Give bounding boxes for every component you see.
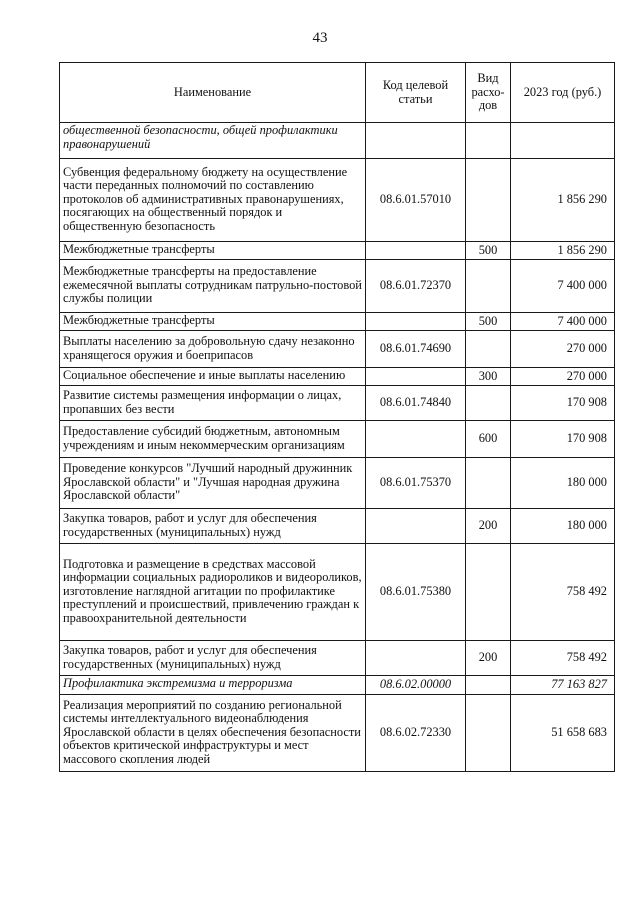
row-type-cell: 300 [466,368,511,386]
row-type-cell [466,123,511,159]
row-type-cell: 200 [466,509,511,544]
row-name-cell: Проведение конкурсов "Лучший народный дружинник Ярославской области" и "Лучшая народная дружина Ярославской области" [60,458,366,509]
row-code-cell: 08.6.01.74840 [366,386,466,421]
row-code-cell: 08.6.02.72330 [366,695,466,772]
row-type-cell: 200 [466,641,511,676]
table-row [60,260,615,313]
row-type-cell [466,260,511,313]
row-amount-cell: 180 000 [511,458,615,509]
row-amount-cell: 1 856 290 [511,242,615,260]
table-row [60,695,615,772]
table-row [60,386,615,421]
row-code-cell [366,421,466,458]
table-row [60,331,615,368]
page-number: 43 [312,30,328,46]
row-name-cell: Закупка товаров, работ и услуг для обеспечения государственных (муниципальных) нужд [60,509,366,544]
table-row [60,458,615,509]
row-name-cell: Межбюджетные трансферты [60,242,366,260]
table-row [60,242,615,260]
row-type-cell [466,386,511,421]
row-type-cell: 600 [466,421,511,458]
column-header-name: Наименование [60,63,366,123]
table-row [60,368,615,386]
row-code-cell: 08.6.01.57010 [366,159,466,242]
table-row [60,544,615,641]
row-type-cell [466,676,511,695]
table-row [60,313,615,331]
row-name-cell: общественной безопасности, общей профилактики правонарушений [60,123,366,159]
row-amount-cell: 1 856 290 [511,159,615,242]
table-row [60,421,615,458]
row-amount-cell: 170 908 [511,386,615,421]
column-header-amount: 2023 год (руб.) [511,63,615,123]
row-amount-cell: 180 000 [511,509,615,544]
row-amount-cell: 51 658 683 [511,695,615,772]
row-type-cell: 500 [466,313,511,331]
row-amount-cell: 7 400 000 [511,260,615,313]
row-name-cell: Развитие системы размещения информации о лицах, пропавших без вести [60,386,366,421]
row-code-cell [366,509,466,544]
row-name-cell: Предоставление субсидий бюджетным, автономным учреждениям и иным некоммерческим организациям [60,421,366,458]
table-row [60,509,615,544]
row-code-cell: 08.6.02.00000 [366,676,466,695]
table-row [60,123,615,159]
budget-table [59,62,615,772]
row-code-cell: 08.6.01.74690 [366,331,466,368]
row-code-cell: 08.6.01.72370 [366,260,466,313]
row-name-cell: Социальное обеспечение и иные выплаты населению [60,368,366,386]
table-row [60,159,615,242]
row-name-cell: Межбюджетные трансферты на предоставление ежемесячной выплаты сотрудникам патрульно-постовой службы полиции [60,260,366,313]
row-name-cell: Реализация мероприятий по созданию региональной системы интеллектуального видеонаблюдения Ярославской области в целях обеспечения безопасности объектов критической инфраструктуры и мест массового скопления людей [60,695,366,772]
row-code-cell: 08.6.01.75380 [366,544,466,641]
table-body [60,123,615,772]
row-name-cell: Закупка товаров, работ и услуг для обеспечения государственных (муниципальных) нужд [60,641,366,676]
table-row [60,641,615,676]
row-name-cell: Профилактика экстремизма и терроризма [60,676,366,695]
row-code-cell [366,368,466,386]
row-code-cell [366,242,466,260]
row-code-cell: 08.6.01.75370 [366,458,466,509]
row-amount-cell: 170 908 [511,421,615,458]
row-name-cell: Субвенция федеральному бюджету на осуществление части переданных полномочий по составлению протоколов об административных правонарушениях, посягающих на общественный порядок и общественную безопасность [60,159,366,242]
column-header-type: Вид расхо-дов [466,63,511,123]
row-name-cell: Выплаты населению за добровольную сдачу незаконно хранящегося оружия и боеприпасов [60,331,366,368]
row-amount-cell: 270 000 [511,331,615,368]
row-amount-cell: 758 492 [511,544,615,641]
row-code-cell [366,123,466,159]
row-amount-cell: 7 400 000 [511,313,615,331]
row-type-cell [466,695,511,772]
row-type-cell: 500 [466,242,511,260]
row-type-cell [466,458,511,509]
row-amount-cell: 77 163 827 [511,676,615,695]
row-name-cell: Подготовка и размещение в средствах массовой информации социальных радиороликов и видеороликов, изготовление наглядной агитации по профилактике преступлений и происшествий, привлечению граждан к правоохранительной деятельности [60,544,366,641]
row-type-cell [466,331,511,368]
row-amount-cell: 270 000 [511,368,615,386]
row-code-cell [366,641,466,676]
row-type-cell [466,544,511,641]
row-amount-cell: 758 492 [511,641,615,676]
row-type-cell [466,159,511,242]
column-header-code: Код целевой статьи [366,63,466,123]
row-name-cell: Межбюджетные трансферты [60,313,366,331]
table-row [60,676,615,695]
table-header [60,63,615,123]
row-amount-cell [511,123,615,159]
row-code-cell [366,313,466,331]
